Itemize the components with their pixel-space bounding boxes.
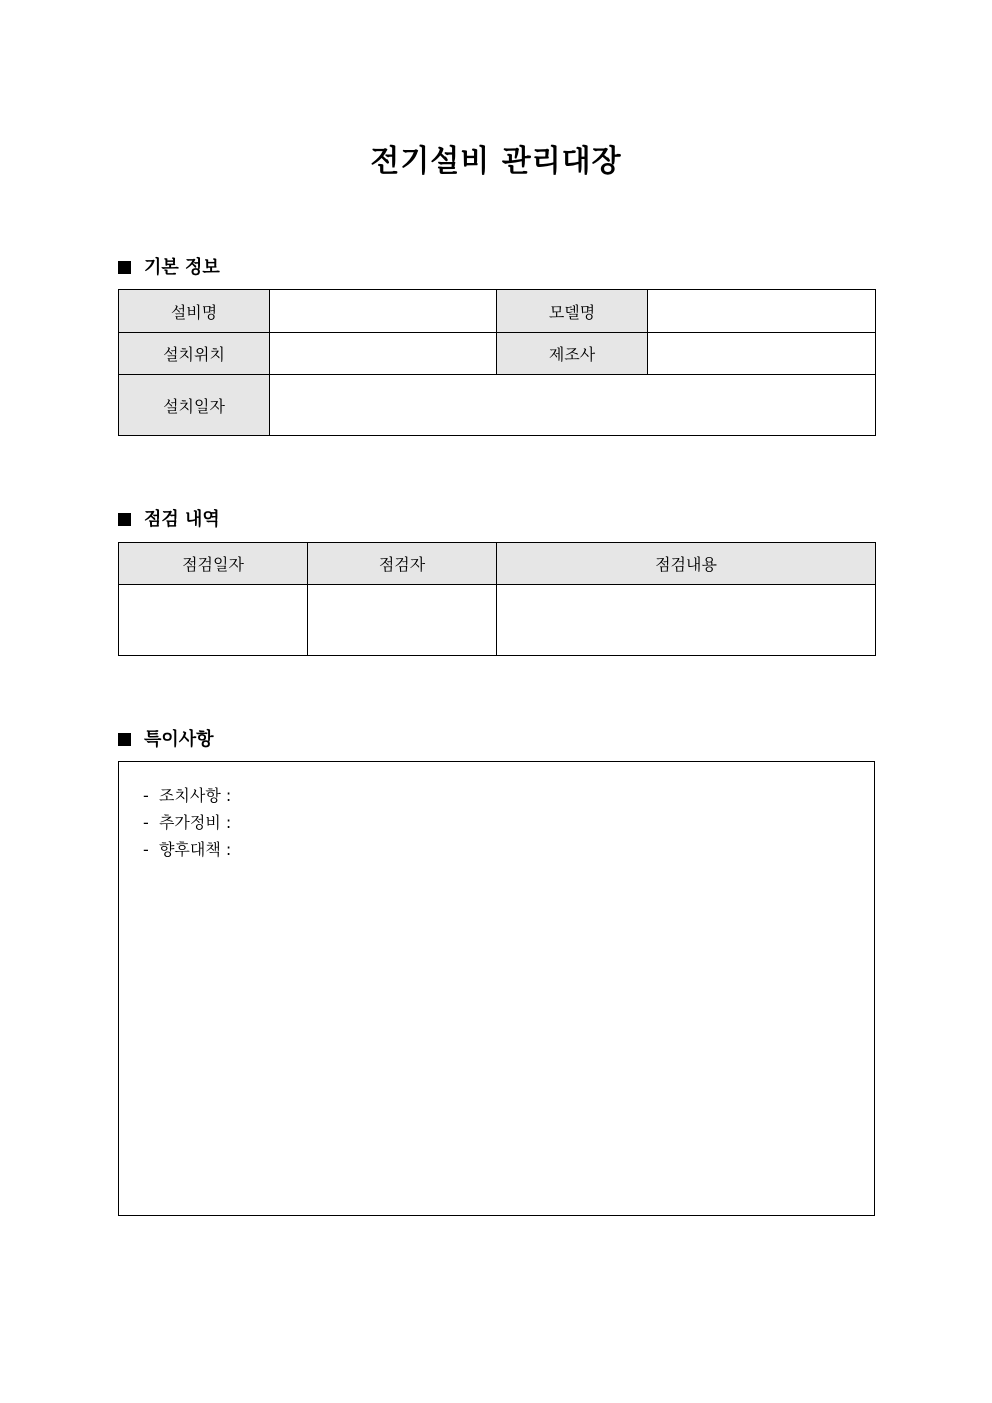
section-title: 기본 정보 — [144, 257, 220, 278]
column-header-inspection-date: 점검일자 — [119, 543, 308, 585]
table-row — [119, 375, 876, 436]
table-row — [119, 333, 876, 375]
equipment-name-field[interactable] — [270, 290, 497, 333]
section-title: 특이사항 — [144, 729, 214, 750]
manufacturer-field[interactable] — [648, 333, 876, 375]
inspection-date-cell[interactable] — [119, 585, 308, 656]
install-date-field[interactable] — [270, 375, 876, 436]
inspection-details-cell[interactable] — [497, 585, 876, 656]
inspector-cell[interactable] — [308, 585, 497, 656]
table-header-row — [119, 543, 876, 585]
list-item: - 추가정비 : — [143, 813, 232, 832]
model-name-field[interactable] — [648, 290, 876, 333]
table-row — [119, 585, 876, 656]
section-title: 점검 내역 — [144, 509, 220, 530]
model-name-label: 모델명 — [497, 290, 648, 333]
column-header-inspector: 점검자 — [308, 543, 497, 585]
install-location-label: 설치위치 — [119, 333, 270, 375]
section-heading-remarks — [118, 725, 214, 751]
manufacturer-label: 제조사 — [497, 333, 648, 375]
install-date-label: 설치일자 — [119, 375, 270, 436]
basic-info-table — [118, 289, 876, 436]
list-item: - 조치사항 : — [143, 786, 232, 805]
square-bullet-icon — [118, 261, 131, 274]
install-location-field[interactable] — [270, 333, 497, 375]
page-title: 전기설비 관리대장 — [370, 144, 622, 179]
square-bullet-icon — [118, 513, 131, 526]
remarks-box[interactable] — [118, 761, 875, 1216]
equipment-name-label: 설비명 — [119, 290, 270, 333]
remarks-list — [143, 782, 231, 863]
section-heading-inspection — [118, 505, 220, 531]
section-heading-basic-info — [118, 253, 220, 279]
list-item: - 향후대책 : — [143, 840, 232, 859]
inspection-table — [118, 542, 876, 656]
column-header-inspection-details: 점검내용 — [497, 543, 876, 585]
square-bullet-icon — [118, 733, 131, 746]
table-row — [119, 290, 876, 333]
